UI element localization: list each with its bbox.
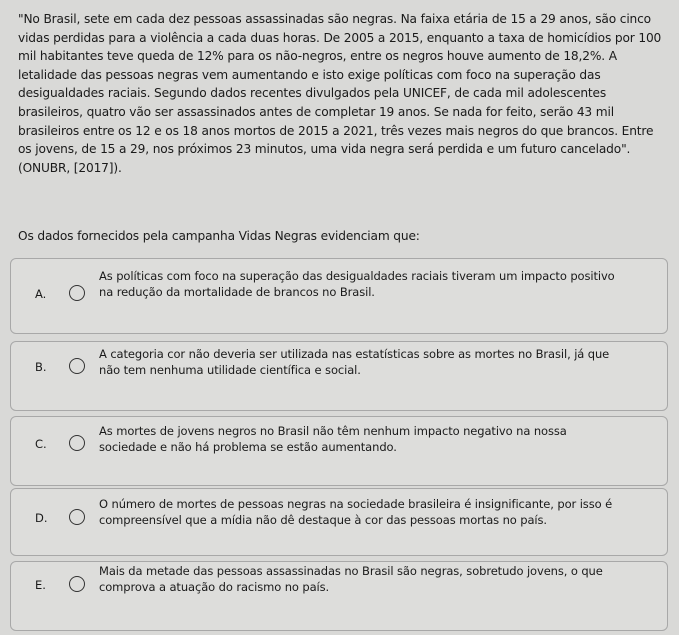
option-b-text: A categoria cor não deveria ser utilizada nas estatísticas sobre as mortes no Brasil, já que não tem nenhuma utilidade científica e social.: [99, 347, 610, 377]
option-a-radio[interactable]: [69, 285, 85, 301]
option-b[interactable]: [10, 341, 668, 411]
option-c-letter: C.: [35, 437, 47, 451]
option-a-text: As políticas com foco na superação das desigualdades raciais tiveram um impacto positivo na redução da mortalidade de brancos no Brasil.: [99, 269, 615, 299]
option-a-letter: A.: [35, 287, 47, 301]
question-passage: "No Brasil, sete em cada dez pessoas assassinadas são negras. Na faixa etária de 15 a 29 anos, são cinco vidas perdidas para a violência a cada duas horas. De 2005 a 2015, enquanto a taxa de homicídios por 100 mil habitantes teve queda de 12% para os não-negros, entre os negros houve aumento de 18,2%. A letalidade das pessoas negras vem aumentando e isto exige políticas com foco na superação das desigualdades raciais. Segundo dados recentes divulgados pela UNICEF, de cada mil adolescentes brasileiros, quatro vão ser assassinados antes de completar 19 anos. Se nada for feito, serão 43 mil brasileiros entre os 12 e os 18 anos mortos de 2015 a 2021, três vezes mais negros do que brancos. Entre os jovens, de 15 a 29, nos próximos 23 minutos, uma vida negra será perdida e um futuro cancelado". (ONUBR, [2017]).: [18, 12, 662, 175]
option-a[interactable]: [10, 258, 668, 334]
option-e-text: Mais da metade das pessoas assassinadas no Brasil são negras, sobretudo jovens, o que comprova a atuação do racismo no país.: [99, 564, 603, 594]
option-d-radio[interactable]: [69, 509, 85, 525]
question-prompt: Os dados fornecidos pela campanha Vidas Negras evidenciam que:: [18, 229, 420, 243]
option-d-letter: D.: [35, 511, 48, 525]
option-c[interactable]: [10, 416, 668, 486]
option-e[interactable]: [10, 561, 668, 631]
option-e-radio[interactable]: [69, 576, 85, 592]
option-b-letter: B.: [35, 360, 47, 374]
option-d[interactable]: [10, 488, 668, 556]
option-d-text: O número de mortes de pessoas negras na sociedade brasileira é insignificante, por isso é compreensível que a mídia não dê destaque à cor das pessoas mortas no país.: [99, 497, 613, 527]
option-b-radio[interactable]: [69, 358, 85, 374]
option-c-radio[interactable]: [69, 435, 85, 451]
option-e-letter: E.: [35, 578, 46, 592]
option-c-text: As mortes de jovens negros no Brasil não têm nenhum impacto negativo na nossa sociedade e não há problema se estão aumentando.: [99, 424, 567, 454]
